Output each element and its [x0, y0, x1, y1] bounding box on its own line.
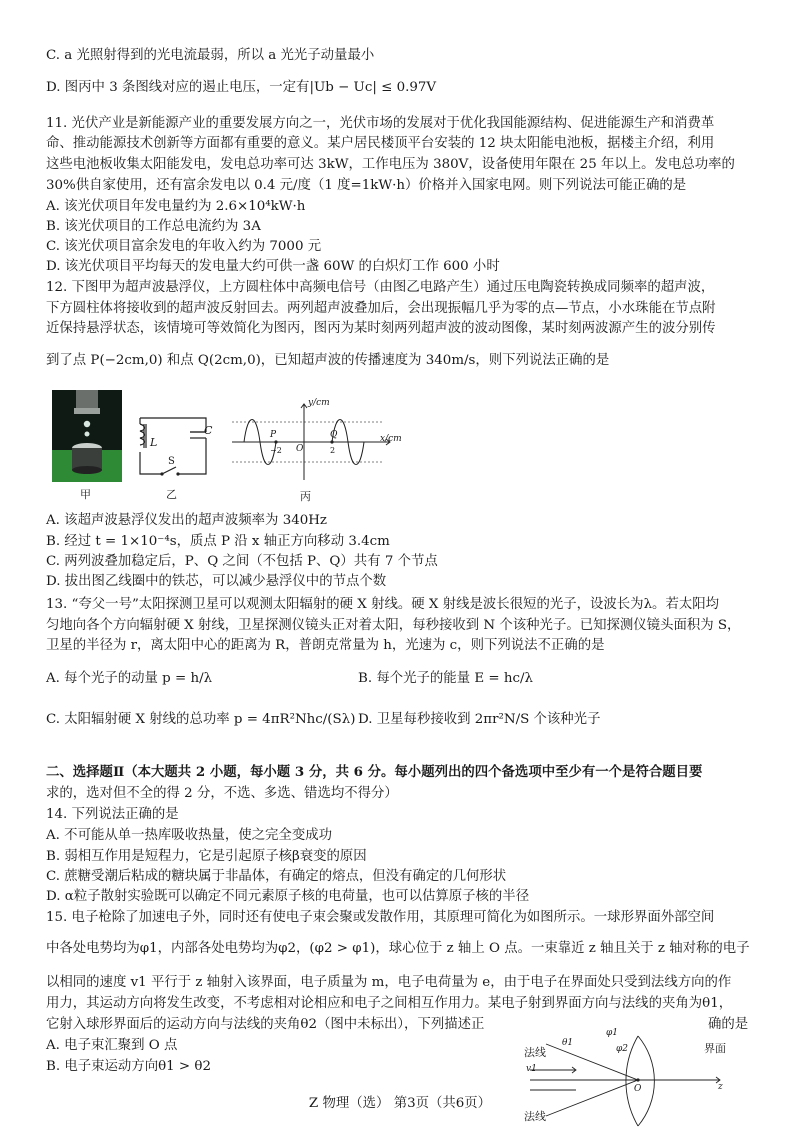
q13-option-c: C. 太阳辐射硬 X 射线的总功率 p = 4πR²Nhc/(Sλ) — [46, 712, 356, 727]
q11-stem-2: 命、推动能源技术创新等方面都有重要的意义。某户居民楼顶平台安装的 12 块太阳能电池板，据楼主介绍，利用 — [46, 136, 715, 151]
label-interface: 界面 — [704, 1042, 726, 1055]
q13-option-a: A. 每个光子的动量 p = h/λ — [46, 671, 213, 686]
label-theta1: θ1 — [562, 1038, 574, 1048]
q13-stem-2: 匀地向各个方向辐射硬 X 射线，卫星探测仪镜头正对着太阳，每秒接收到 N 个该种光子。已知探测仪镜头面积为 S， — [46, 618, 741, 633]
q12-option-a: A. 该超声波悬浮仪发出的超声波频率为 340Hz — [46, 513, 327, 528]
label-c: C — [204, 424, 213, 437]
q12-stem-4: 到了点 P(−2cm,0) 和点 Q(2cm,0)，已知超声波的传播速度为 340m/s，则下列说法正确的是 — [46, 353, 610, 368]
q12-option-b: B. 经过 t = 1×10⁻⁴s，质点 P 沿 x 轴正方向移动 3.4cm — [46, 534, 390, 549]
label-q: Q — [330, 430, 338, 440]
q13-option-b: B. 每个光子的能量 E = hc/λ — [358, 671, 533, 686]
line-01: C. a 光照射得到的光电流最弱，所以 a 光光子动量最小 — [46, 48, 375, 63]
label-neg2: −2 — [270, 446, 282, 455]
label-phi2: φ2 — [616, 1044, 629, 1054]
label-x-axis: x/cm — [380, 434, 402, 444]
label-p: P — [270, 430, 277, 440]
q11-option-a: A. 该光伏项目年发电量约为 2.6×10⁴kW·h — [46, 199, 306, 214]
label-z: z — [718, 1082, 723, 1092]
label-v1: v1 — [526, 1064, 537, 1074]
q11-option-b: B. 该光伏项目的工作总电流约为 3A — [46, 219, 261, 234]
q15-stem-2: 中各处电势均为φ1，内部各处电势均为φ2，(φ2 > φ1)，球心位于 z 轴上 O 点。一束靠近 z 轴且关于 z 轴对称的电子 — [46, 941, 750, 956]
label-phi1: φ1 — [606, 1028, 619, 1038]
q12-stem-1: 12. 下图甲为超声波悬浮仪，上方圆柱体中高频电信号（由图乙电路产生）通过压电陶瓷转换成同频率的超声波， — [46, 280, 715, 295]
q15-stem-5a: 它射入球形界面后的运动方向与法线的夹角θ2（图中未标出），下列描述正 — [46, 1017, 485, 1032]
q13-stem-3: 卫星的半径为 r，离太阳中心的距离为 R，普朗克常量为 h，光速为 c，则下列说法不正确的是 — [46, 638, 605, 653]
label-normal-bottom: 法线 — [524, 1110, 546, 1123]
label-y-axis: y/cm — [308, 398, 330, 408]
figure-yi-label: 乙 — [166, 488, 177, 501]
q15-option-b: B. 电子束运动方向θ1 > θ2 — [46, 1059, 211, 1074]
label-origin: O — [296, 444, 304, 454]
q14-option-c: C. 蔗糖受潮后粘成的糖块属于非晶体，有确定的熔点，但没有确定的几何形状 — [46, 869, 507, 884]
q13-stem-1: 13. “夸父一号”太阳探测卫星可以观测太阳辐射的硬 X 射线。硬 X 射线是波长很短的光子，设波长为λ。若太阳均 — [46, 597, 720, 612]
figure-yi-circuit — [132, 412, 214, 484]
page-footer: Z 物理（选） 第3页（共6页） — [308, 1096, 492, 1111]
q12-option-d: D. 拔出图乙线圈中的铁芯，可以减少悬浮仪中的节点个数 — [46, 574, 387, 589]
q11-stem-3: 这些电池板收集太阳能发电，发电总功率可达 3kW，工作电压为 380V，设备使用年限在 25 年以上。发电总功率的 — [46, 157, 735, 172]
label-o: O — [634, 1084, 642, 1094]
q11-option-c: C. 该光伏项目富余发电的年收入约为 7000 元 — [46, 239, 322, 254]
q12-stem-3: 近保持悬浮状态，该情境可等效简化为图丙，图丙为某时刻两列超声波的波动图像，某时刻两波源产生的波分别传 — [46, 321, 716, 336]
q15-stem-1: 15. 电子枪除了加速电子外，同时还有使电子束会聚或发散作用，其原理可简化为如图所示。一球形界面外部空间 — [46, 910, 715, 925]
q11-stem-1: 11. 光伏产业是新能源产业的重要发展方向之一，光伏市场的发展对于优化我国能源结构、促进能源生产和消费革 — [46, 116, 715, 131]
figure-q15-sphere — [520, 1030, 780, 1130]
figure-bing-label: 丙 — [300, 490, 311, 503]
figure-jia-label: 甲 — [80, 488, 91, 501]
q13-option-d: D. 卫星每秒接收到 2πr²N/S 个该种光子 — [358, 712, 601, 727]
q15-stem-4: 用力，其运动方向将发生改变，不考虑相对论相应和电子之间相互作用力。某电子射到界面方向与法线的夹角为θ1， — [46, 996, 733, 1011]
q11-stem-4: 30%供自家使用，还有富余发电以 0.4 元/度（1 度=1kW·h）价格并入国家电网。则下列说法可能正确的是 — [46, 178, 687, 193]
q14-option-d: D. α粒子散射实验既可以确定不同元素原子核的电荷量，也可以估算原子核的半径 — [46, 889, 530, 904]
label-normal-top: 法线 — [524, 1046, 546, 1059]
q11-option-d: D. 该光伏项目平均每天的发电量大约可供一盏 60W 的白炽灯工作 600 小时 — [46, 259, 500, 274]
q12-option-c: C. 两列波叠加稳定后，P、Q 之间（不包括 P、Q）共有 7 个节点 — [46, 554, 438, 569]
q14-option-a: A. 不可能从单一热库吸收热量，使之完全变成功 — [46, 828, 332, 843]
q14-option-b: B. 弱相互作用是短程力，它是引起原子核β衰变的原因 — [46, 849, 367, 864]
label-s: S — [168, 456, 175, 467]
label-pos2: 2 — [330, 446, 336, 455]
q12-stem-2: 下方圆柱体将接收到的超声波反射回去。两列超声波叠加后，会出现振幅几乎为零的点—节点，小水珠能在节点附 — [46, 301, 716, 316]
q14-stem: 14. 下列说法正确的是 — [46, 807, 179, 822]
label-l: L — [150, 436, 158, 449]
line-02: D. 图丙中 3 条图线对应的遏止电压，一定有|Ub − Uc| ≤ 0.97V — [46, 80, 437, 95]
figure-bing-wave — [230, 398, 410, 486]
q15-option-a: A. 电子束汇聚到 O 点 — [46, 1038, 178, 1053]
section-2-header-2: 求的，选对但不全的得 2 分，不选、多选、错选均不得分） — [46, 786, 398, 801]
section-2-header-1: 二、选择题Ⅱ（本大题共 2 小题，每小题 3 分，共 6 分。每小题列出的四个备选项中至少有一个是符合题目要 — [46, 764, 703, 780]
q15-stem-3: 以相同的速度 v1 平行于 z 轴射入该界面，电子质量为 m，电子电荷量为 e，由于电子在界面处只受到法线方向的作 — [46, 975, 732, 990]
q15-stem-5b: 确的是 — [708, 1017, 749, 1032]
figure-jia-photo — [52, 390, 122, 482]
